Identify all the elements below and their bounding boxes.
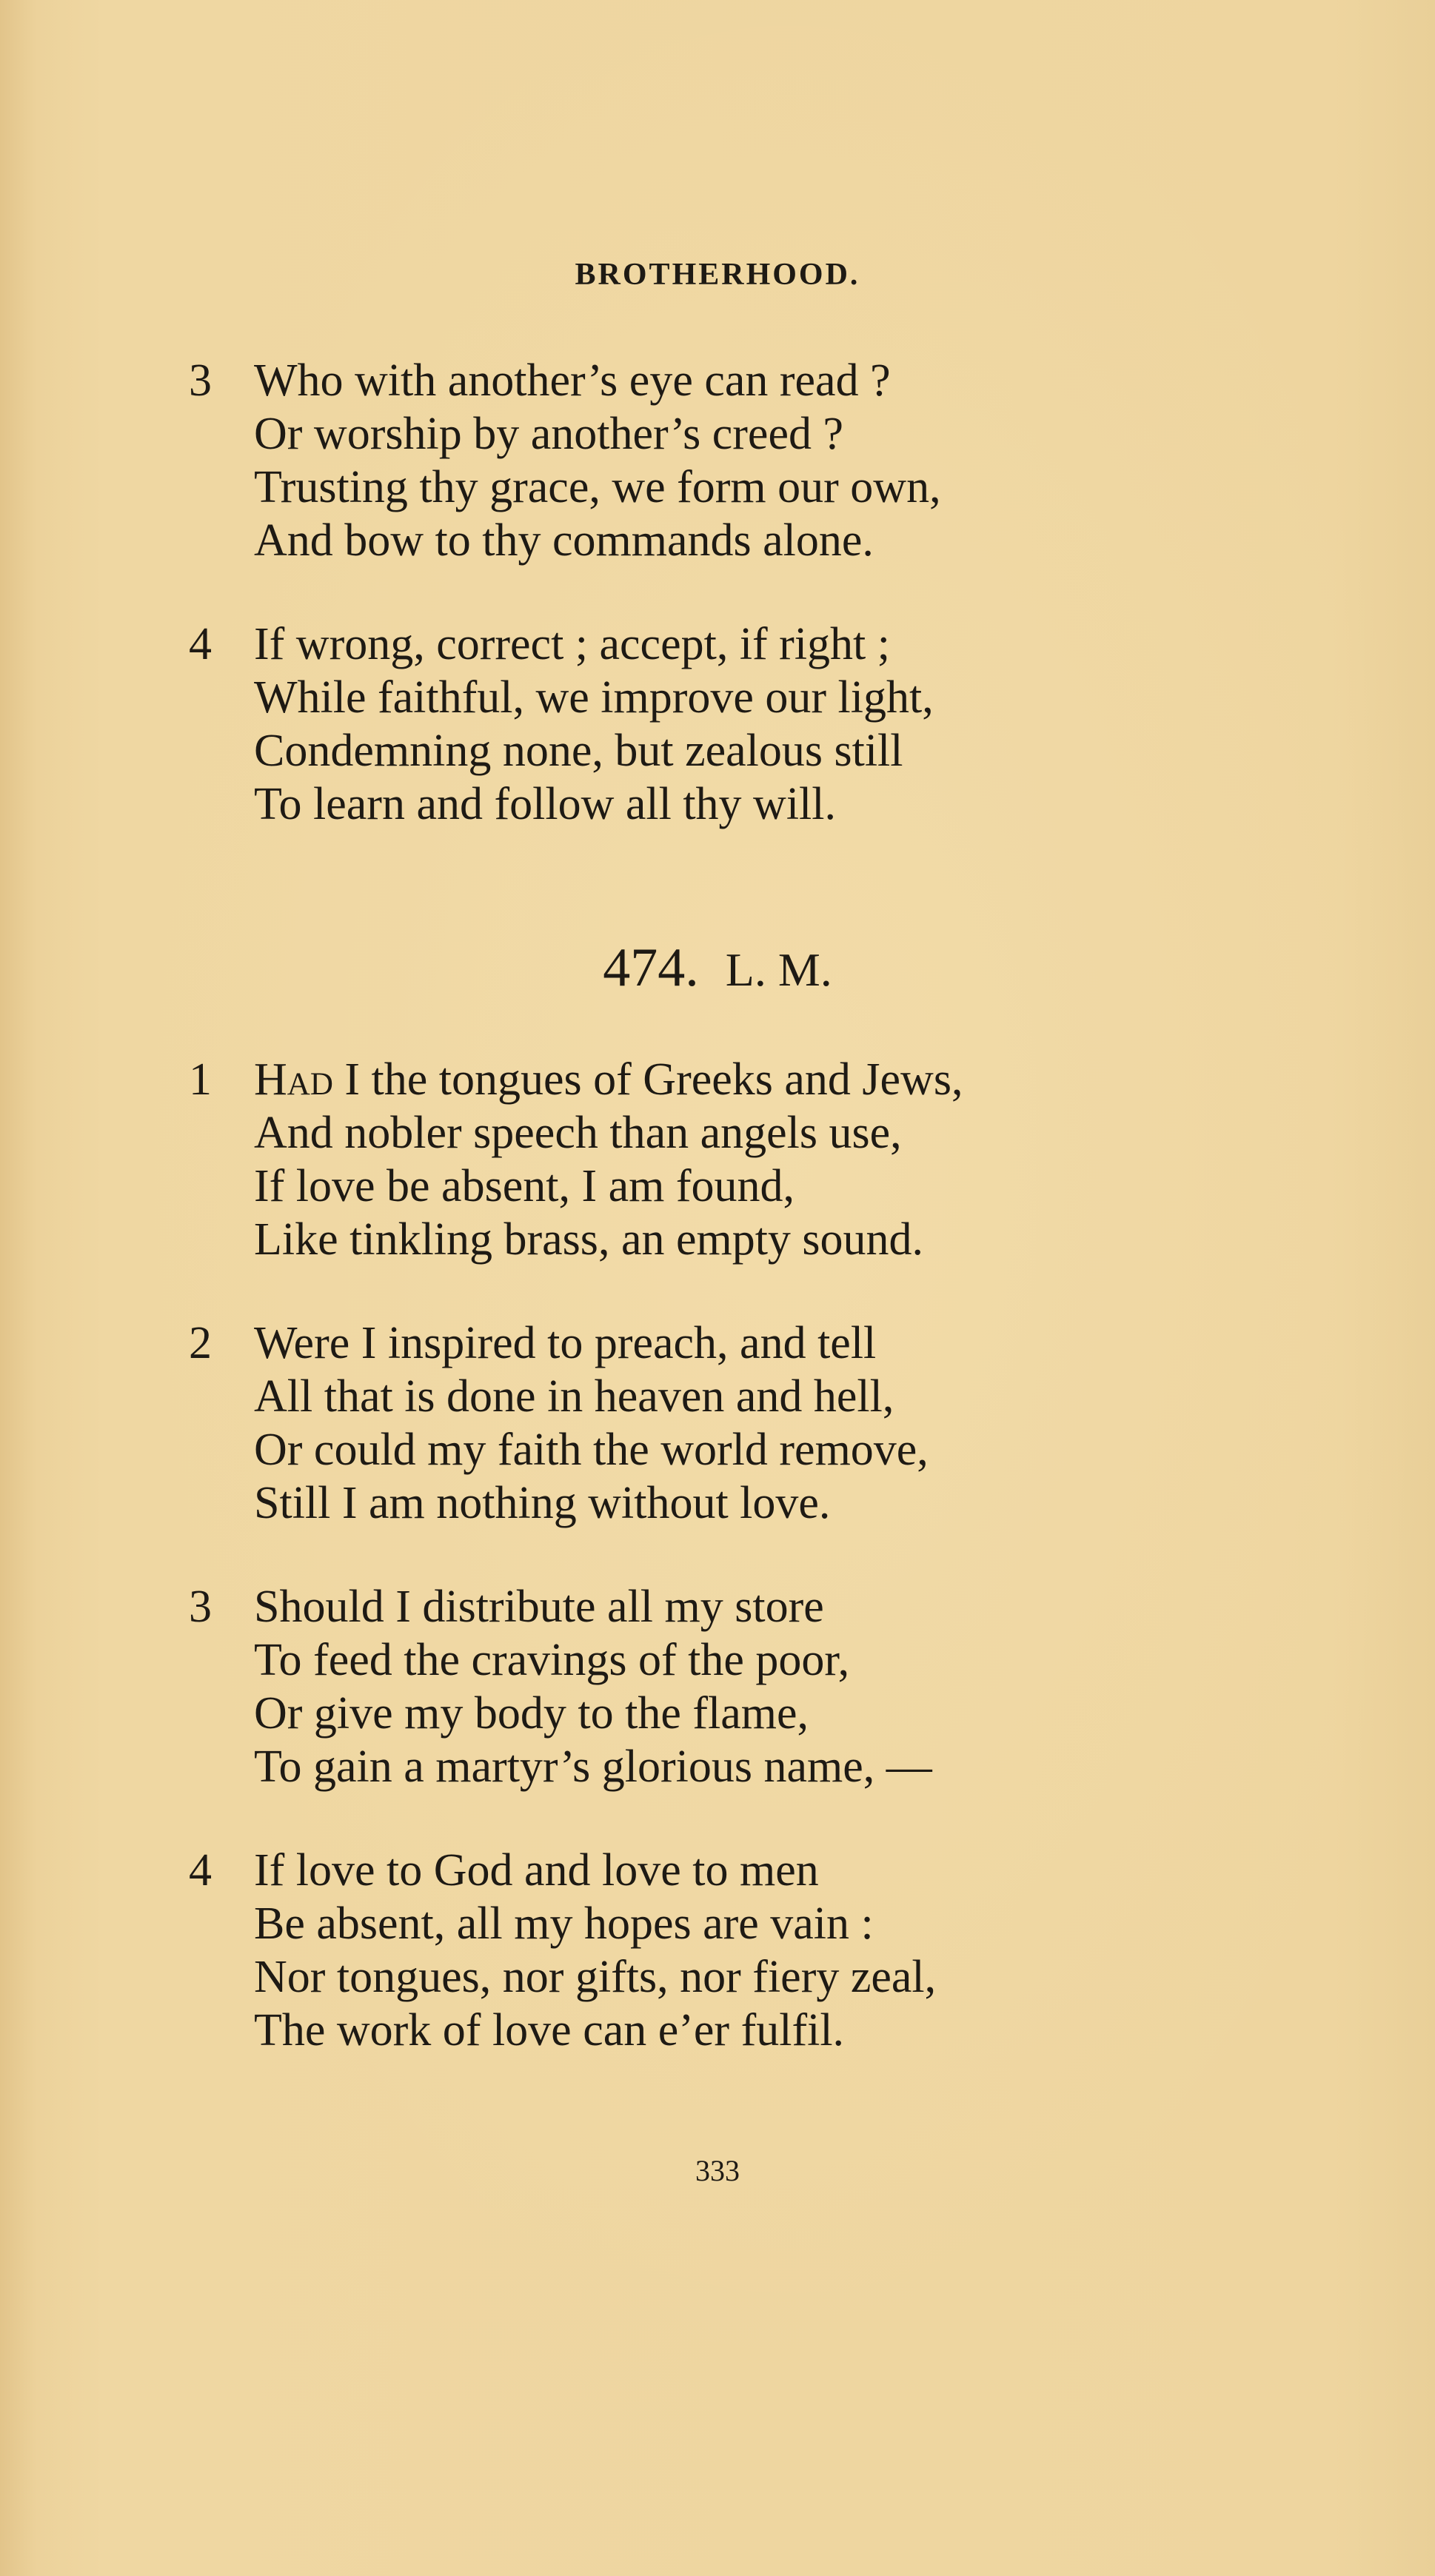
continued-stanza-4 xyxy=(189,618,1403,831)
stanza-number: 1 xyxy=(189,1054,212,1105)
verse-line xyxy=(189,777,1403,831)
verse-line xyxy=(189,1633,1403,1687)
verse-text: If wrong, correct ; accept, if right ; xyxy=(254,619,891,669)
verse-line xyxy=(189,1897,1403,1950)
verse-text: And bow to thy commands alone. xyxy=(254,515,874,566)
verse-text: Trusting thy grace, we form our own, xyxy=(254,462,941,512)
verse-text: All that is done in heaven and hell, xyxy=(254,1371,894,1422)
page-number: 333 xyxy=(695,2154,740,2187)
verse-line xyxy=(189,2004,1403,2057)
first-word: Had xyxy=(254,1054,333,1105)
stanza-number: 4 xyxy=(189,619,212,669)
verse-text: To gain a martyr’s glorious name, — xyxy=(254,1742,932,1792)
verse-text: Should I distribute all my store xyxy=(254,1582,824,1632)
continued-stanza-3 xyxy=(189,354,1403,567)
hymn-stanza-2 xyxy=(189,1317,1403,1530)
verse-line xyxy=(189,1423,1403,1476)
verse-line xyxy=(189,1106,1403,1160)
verse-line xyxy=(189,671,1403,724)
verse-line xyxy=(189,1160,1403,1213)
verse-text: I the tongues of Greeks and Jews, xyxy=(332,1054,963,1105)
verse-line xyxy=(189,407,1403,461)
verse-text: The work of love can e’er fulfil. xyxy=(254,2005,845,2055)
verse-line xyxy=(189,1580,1403,1633)
verse-line xyxy=(189,618,1403,671)
hymn-number: 474. xyxy=(603,937,699,998)
verse-line xyxy=(189,1317,1403,1370)
verse-line xyxy=(189,1370,1403,1423)
stanza-number: 3 xyxy=(189,355,212,406)
verse-line xyxy=(189,1053,1403,1106)
verse-text: Or worship by another’s creed ? xyxy=(254,409,843,459)
verse-text: To learn and follow all thy will. xyxy=(254,779,836,829)
verse-text: Nor tongues, nor gifts, nor fiery zeal, xyxy=(254,1952,937,2002)
verse-line xyxy=(189,514,1403,567)
verse-text: Or give my body to the flame, xyxy=(254,1688,809,1739)
hymn-heading xyxy=(0,937,1435,998)
verse-line xyxy=(189,1687,1403,1740)
verse-text: To feed the cravings of the poor, xyxy=(254,1635,850,1685)
verse-text: And nobler speech than angels use, xyxy=(254,1108,902,1158)
stanza-number: 4 xyxy=(189,1845,212,1896)
stanza-number: 2 xyxy=(189,1318,212,1368)
verse-line xyxy=(189,354,1403,407)
hymn-stanza-3 xyxy=(189,1580,1403,1793)
stanza-number: 3 xyxy=(189,1582,212,1632)
verse-text: Who with another’s eye can read ? xyxy=(254,355,891,406)
verse-line xyxy=(189,1844,1403,1897)
verse-text: Still I am nothing without love. xyxy=(254,1478,831,1528)
running-head: BROTHERHOOD. xyxy=(575,258,860,292)
verse-text: Condemning none, but zealous still xyxy=(254,726,903,776)
verse-text: Be absent, all my hopes are vain : xyxy=(254,1898,874,1949)
verse-text: If love to God and love to men xyxy=(254,1845,819,1896)
verse-line xyxy=(189,1476,1403,1530)
verse-line xyxy=(189,1213,1403,1266)
verse-text: While faithful, we improve our light, xyxy=(254,672,934,723)
verse-text: If love be absent, I am found, xyxy=(254,1161,795,1211)
verse-line xyxy=(189,1950,1403,2004)
verse-line xyxy=(189,1740,1403,1793)
verse-text: Or could my faith the world remove, xyxy=(254,1425,929,1475)
hymn-meter: L. M. xyxy=(725,943,832,996)
hymn-stanza-4 xyxy=(189,1844,1403,2057)
verse-text: Were I inspired to preach, and tell xyxy=(254,1318,877,1368)
verse-line xyxy=(189,461,1403,514)
verse-line xyxy=(189,724,1403,777)
verse-text: Like tinkling brass, an empty sound. xyxy=(254,1214,924,1265)
hymn-stanza-1 xyxy=(189,1053,1403,1266)
